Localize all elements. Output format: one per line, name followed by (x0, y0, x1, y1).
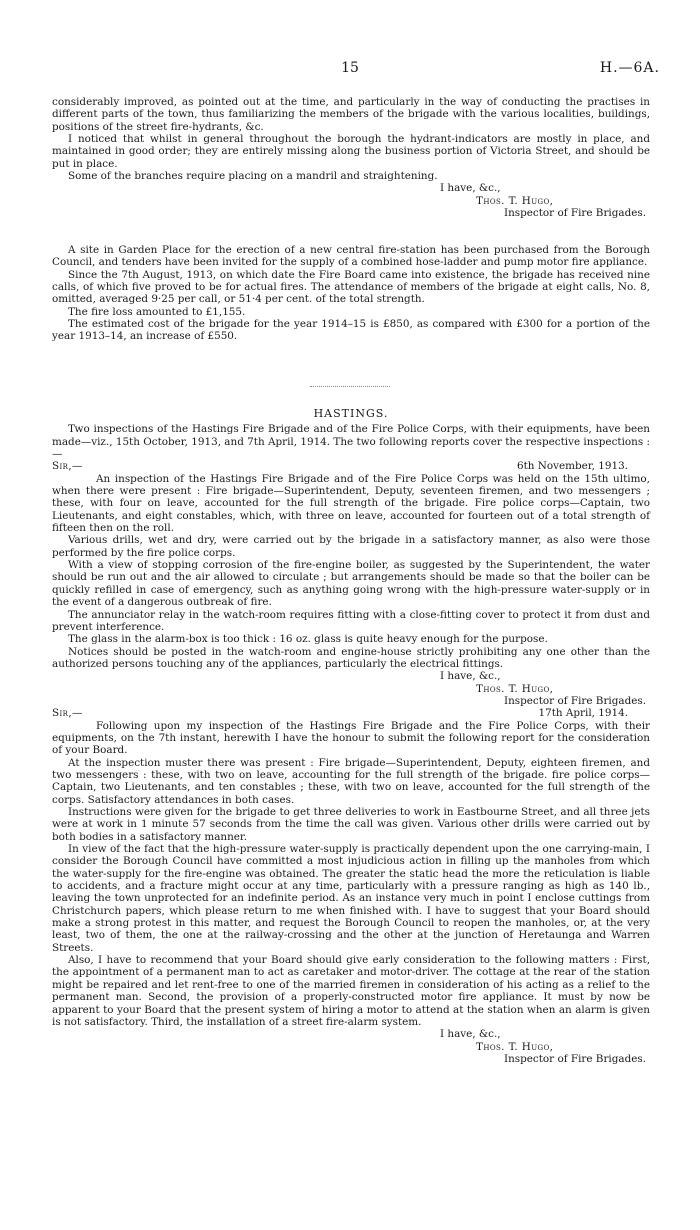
paragraph: A site in Garden Place for the erection of a new central fire-station has been purchased from the Borough Council, and tenders have been invited for the supply of a combined hose-ladder and pump motor fire appliance. (52, 244, 650, 269)
paragraph: Also, I have to recommend that your Board should give early consideration to the following matters : First, the appointment of a permanent man to act as caretaker and motor-driver. The cottage at the rear of the station might be repaired and let rent-free to one of the married firemen in consideration of his acting as a relief to the permanent man. Second, the provision of a properly-constructed motor fire appliance. It must by now be apparent to your Board that the present system of hiring a motor to attend at the station when an alarm is given is not satisfactory. Third, the installation of a street fire-alarm system. (52, 954, 650, 1028)
paragraph: In view of the fact that the high-pressure water-supply is practically dependent upon the one carrying-main, I consider the Borough Council have committed a most injudicious action in filling up the manholes from which the water-supply for the fire-engine was obtained. The greater the static head the more the reticulation is liable to accidents, and a fracture might occur at any time, particularly with a pressure ranging as high as 140 lb., leaving the town unprotected for an indefinite period. As an instance very much in point I enclose cuttings from Christchurch papers, which please return to me when finished with. I have to suggest that your Board should make a strong protest in this matter, and request the Borough Council to reopen the manholes, or, at the very least, two of them, the one at the railway-crossing and the other at the junction of Heretaunga and Warren Streets. (52, 843, 650, 954)
closing-line: I have, &c., (440, 670, 501, 683)
paragraph: Notices should be posted in the watch-room and engine-house strictly prohibiting any one other than the authorized persons touching any of the appliances, particularly the electrical fittings. (52, 645, 650, 670)
paragraph: I noticed that whilst in general throughout the borough the hydrant-indicators are mostly in place, and maintained in good order; they are entirely missing along the business portion of Victoria Street, and should be put in place. (52, 133, 650, 170)
paragraph: An inspection of the Hastings Fire Brigade and of the Fire Police Corps was held on the 15th ultimo, when there were present : Fire brigade—Superintendent, Deputy, seventeen firemen, and two messengers ; these, with four on leave, accounted for the full strength of the brigade. Fire police corps—Captain, two Lieutenants, and eight constables, which, with three on leave, accounted for fourteen out of a total strength of fifteen then on the roll. (52, 472, 650, 535)
paragraph: Following upon my inspection of the Hastings Fire Brigade and the Fire Police Corps, with their equipments, on the 7th instant, herewith I have the honour to submit the following report for the consideration of your Board. (52, 719, 650, 757)
paragraph: Since the 7th August, 1913, on which date the Fire Board came into existence, the brigade has received nine calls, of which five proved to be for actual fires. The attendance of members of the brigade at eight calls, No. 8, omitted, averaged 9·25 per call, or 51·4 per cent. of the total strength. (52, 268, 650, 306)
page-number: 15 (341, 60, 359, 76)
salutation: Sir,— (52, 707, 83, 720)
report-header (52, 460, 650, 472)
salutation: Sir,— (52, 460, 83, 473)
section-divider (0, 386, 700, 387)
document-reference: H.—6A. (599, 60, 660, 76)
report-date: 6th November, 1913. (517, 460, 628, 473)
paragraph: Instructions were given for the brigade to get three deliveries to work in Eastbourne Street, and all three jets were at work in 1 minute 57 seconds from the time the call was given. Various other drills were carried out by both bodies in a satisfactory manner. (52, 806, 650, 843)
signature-name: Thos. T. Hugo, (476, 194, 554, 207)
closing-line: I have, &c., (440, 182, 501, 195)
paragraph: With a view of stopping corrosion of the fire-engine boiler, as suggested by the Superintendent, the water should be run out and the air allowed to circulate ; but arrangements should be made so that the boiler can be quickly refilled in case of emergency, such as anything going wrong with the high-pressure water-supply or in the event of a dangerous outbreak of fire. (52, 559, 650, 609)
paragraph: At the inspection muster there was present : Fire brigade—Superintendent, Deputy, eighteen firemen, and two messengers : these, with two on leave, accounting for the full strength of the brigade. fire police corps—Captain, two Lieutenants, and ten constables ; these, with two on leave, accounted for the full strength of the corps. Satisfactory attendances in both cases. (52, 756, 650, 806)
section-title: HASTINGS. (313, 407, 389, 420)
hastings-section (52, 408, 650, 1065)
signature-title: Inspector of Fire Brigades. (504, 694, 647, 707)
signature-name: Thos. T. Hugo, (476, 682, 554, 695)
signature-title: Inspector of Fire Brigades. (504, 207, 647, 220)
paragraph: The fire loss amounted to £1,155. (68, 305, 246, 318)
paragraph: The glass in the alarm-box is too thick : 16 oz. glass is quite heavy enough for the purpose. (68, 633, 548, 646)
previous-report-continuation (52, 96, 650, 219)
brigade-notes (52, 244, 650, 343)
paragraph: Some of the branches require placing on a mandril and straightening. (68, 170, 438, 183)
paragraph: The annunciator relay in the watch-room requires fitting with a close-fitting cover to protect it from dust and prevent interference. (52, 608, 650, 633)
signature-title: Inspector of Fire Brigades. (504, 1052, 647, 1065)
paragraph: Various drills, wet and dry, were carried out by the brigade in a satisfactory manner, as also were those performed by the fire police corps. (52, 534, 650, 559)
paragraph: considerably improved, as pointed out at the time, and particularly in the way of conducting the practises in different parts of the town, thus familiarizing the members of the brigade with the various localities, buildings, positions of the street fire-hydrants, &c. (52, 96, 650, 133)
paragraph: The estimated cost of the brigade for the year 1914–15 is £850, as compared with £300 for a portion of the year 1913–14, an increase of £550. (52, 318, 650, 343)
closing-line: I have, &c., (440, 1028, 501, 1041)
report-date: 17th April, 1914. (538, 707, 628, 720)
report-header (52, 707, 650, 719)
section-intro: Two inspections of the Hastings Fire Brigade and of the Fire Police Corps, with their equipments, have been made—viz., 15th October, 1913, and 7th April, 1914. The two following reports cover the respective inspections :— (52, 423, 650, 461)
signature-name: Thos. T. Hugo, (476, 1040, 554, 1053)
